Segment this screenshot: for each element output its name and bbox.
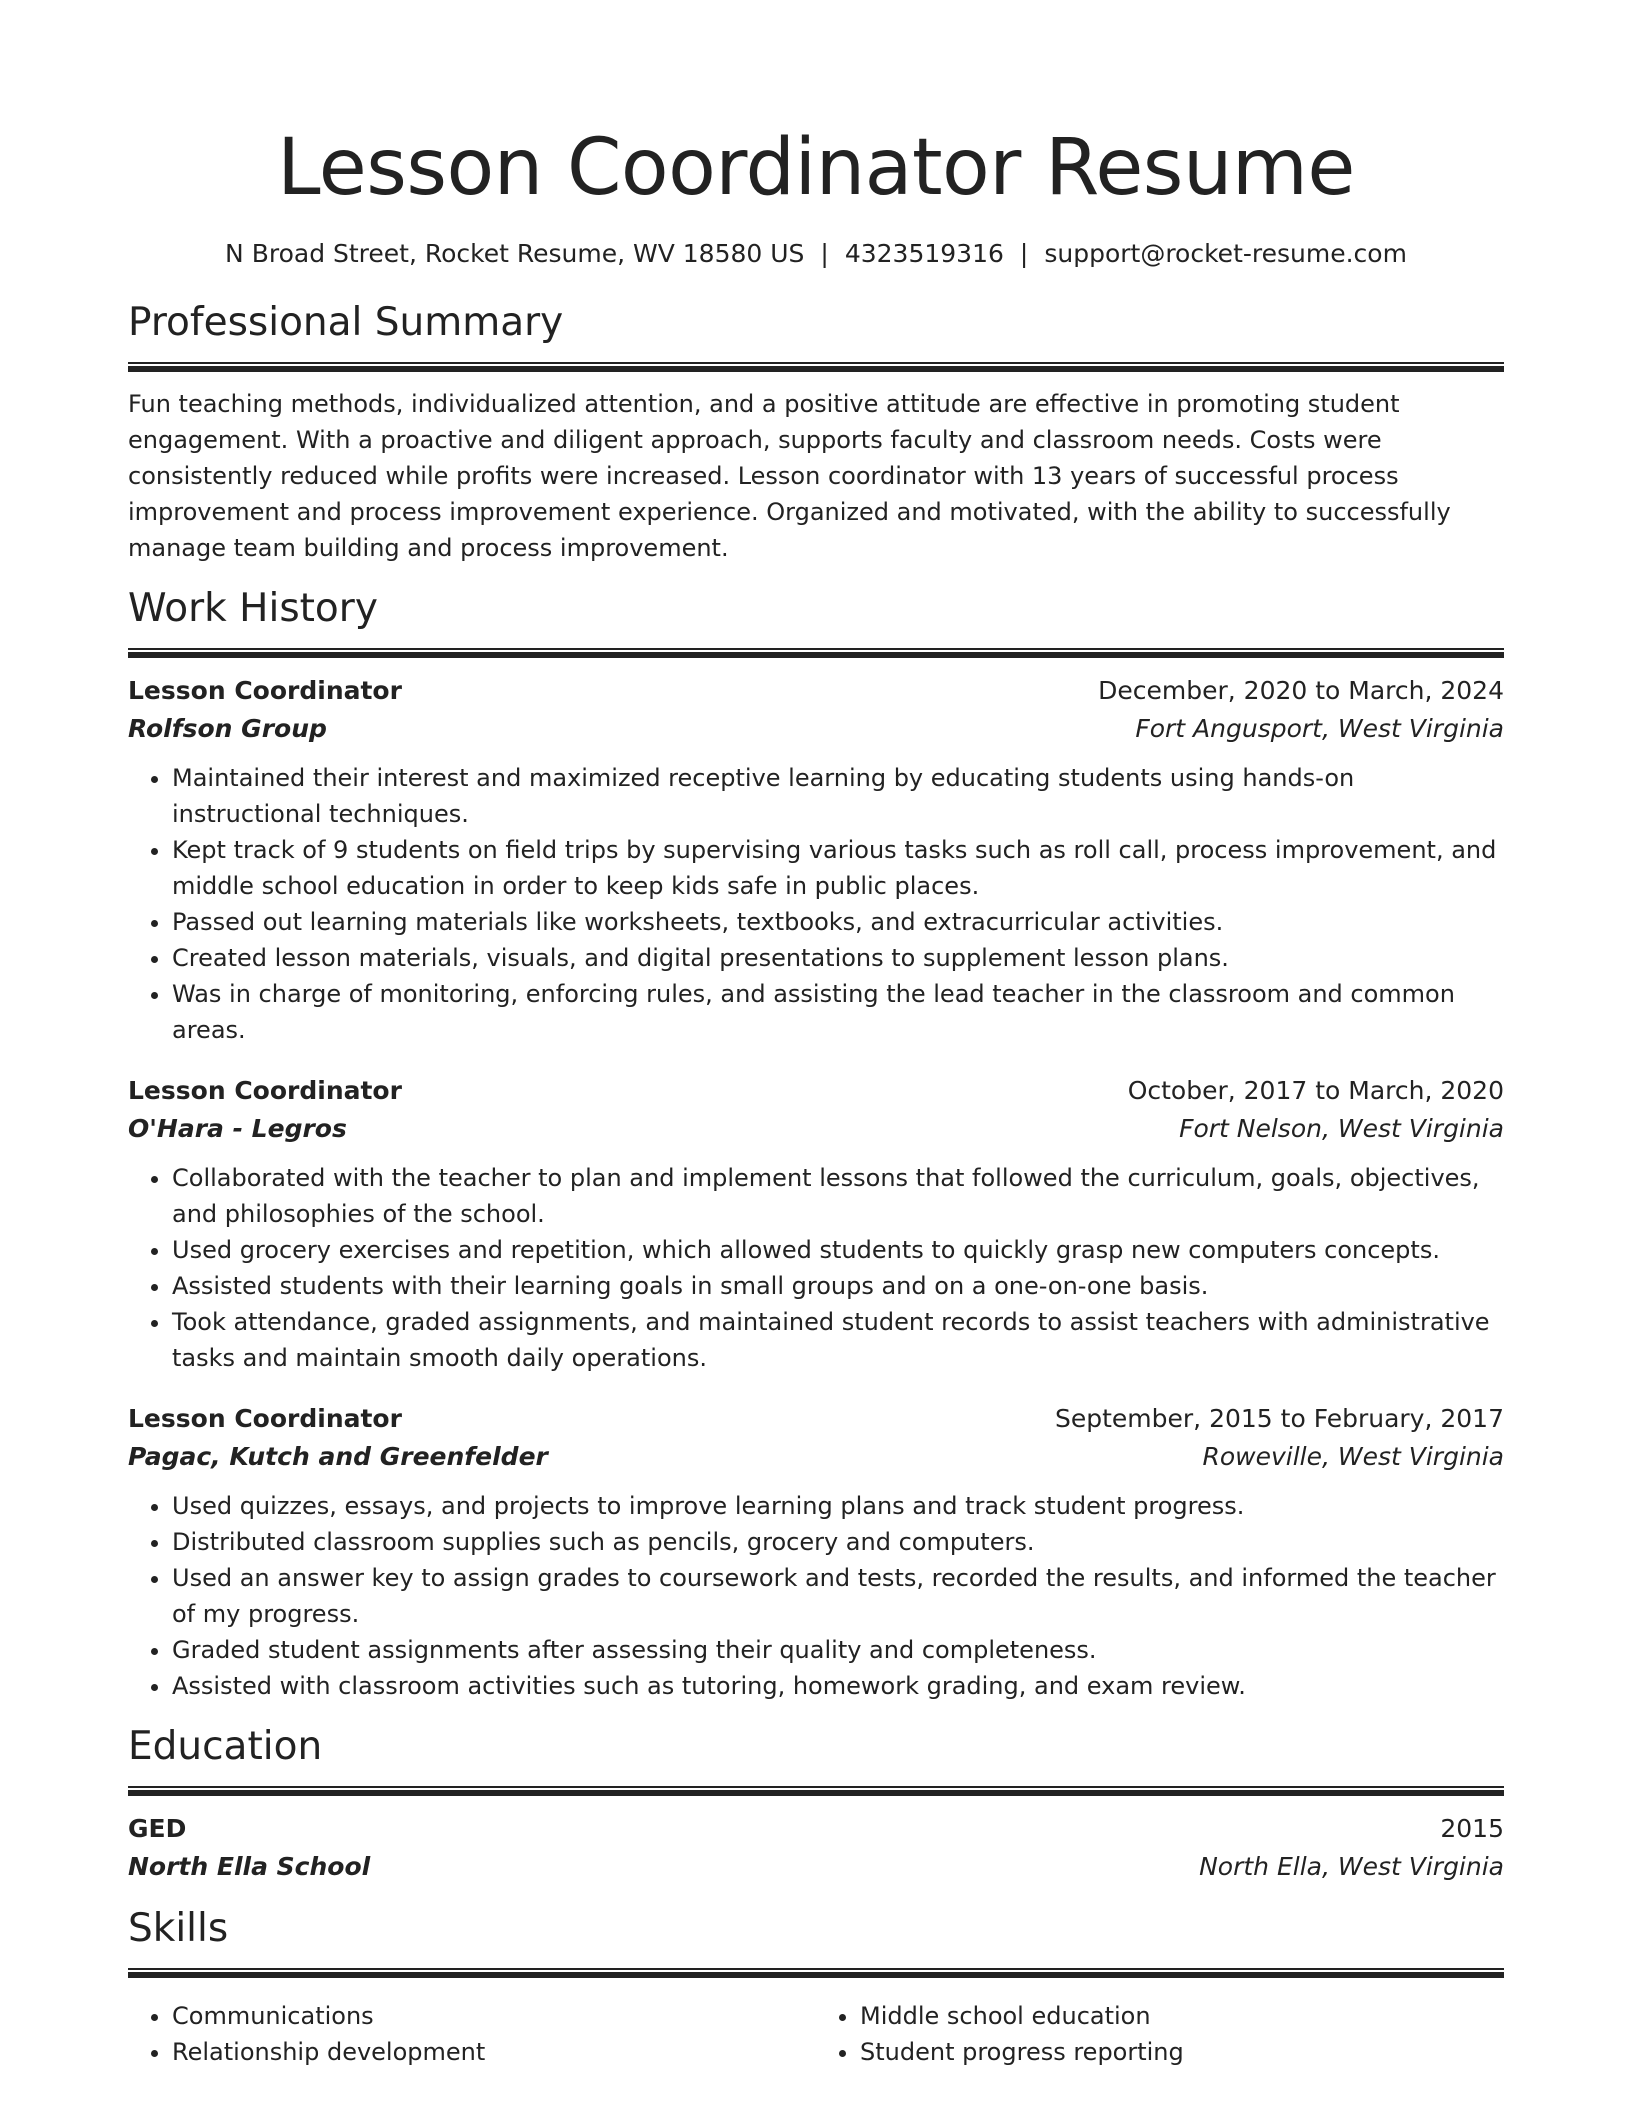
job-company-row: [128, 710, 1504, 748]
job-bullet: • Maintained their interest and maximized receptive learning by educating students using hands-on instructional techniques.: [172, 760, 1504, 832]
education-header-row: [128, 1810, 1504, 1848]
job-bullets: [128, 1488, 1504, 1704]
job-dates: December, 2020 to March, 2024: [1098, 676, 1504, 705]
job-company-row: [128, 1438, 1504, 1476]
job-bullets: [128, 760, 1504, 1048]
section-divider: [128, 1786, 1504, 1796]
education-school-row: [128, 1848, 1504, 1886]
skill-item: • Relationship development: [172, 2034, 816, 2070]
summary-section: [128, 298, 1504, 566]
job-header-row: [128, 1400, 1504, 1438]
skills-grid: [128, 1992, 1504, 2070]
job-bullet: • Collaborated with the teacher to plan and implement lessons that followed the curriculum, goals, objectives, and philosophies of the school.: [172, 1160, 1504, 1232]
job-bullet: • Was in charge of monitoring, enforcing rules, and assisting the lead teacher in the classroom and common areas.: [172, 976, 1504, 1048]
job-bullet: • Assisted with classroom activities such as tutoring, homework grading, and exam review.: [172, 1668, 1504, 1704]
work-history-heading: Work History: [128, 586, 378, 631]
job-company: Pagac, Kutch and Greenfelder: [128, 1442, 548, 1471]
skill-item: • Student progress reporting: [860, 2034, 1504, 2070]
education-section: [128, 1722, 1504, 1886]
skill-item: • Communications: [172, 1998, 816, 2034]
job-bullets: [128, 1160, 1504, 1376]
skills-column-right: [816, 1998, 1504, 2070]
education-heading: Education: [128, 1724, 323, 1769]
job-entry: [128, 672, 1504, 1048]
job-title: Lesson Coordinator: [128, 1404, 402, 1433]
education-degree: GED: [128, 1814, 187, 1843]
education-school: North Ella School: [128, 1852, 371, 1881]
job-bullet: • Used an answer key to assign grades to coursework and tests, recorded the results, and informed the teacher of my progress.: [172, 1560, 1504, 1632]
job-entry: [128, 1400, 1504, 1704]
skill-item: • Middle school education: [860, 1998, 1504, 2034]
job-title: Lesson Coordinator: [128, 1076, 402, 1105]
section-divider: [128, 362, 1504, 372]
contact-phone: 4323519316: [844, 239, 1004, 268]
job-bullet: • Distributed classroom supplies such as pencils, grocery and computers.: [172, 1524, 1504, 1560]
job-header-row: [128, 1072, 1504, 1110]
education-location: North Ella, West Virginia: [1199, 1852, 1504, 1881]
job-location: Fort Nelson, West Virginia: [1179, 1114, 1504, 1143]
work-history-section: [128, 584, 1504, 1704]
job-bullet: • Graded student assignments after assessing their quality and completeness.: [172, 1632, 1504, 1668]
summary-text: Fun teaching methods, individualized attention, and a positive attitude are effective in promoting student engagement. With a proactive and diligent approach, supports faculty and classroom needs. Costs were consistently reduced while profits were increased. Lesson coordinator with 13 years of successful process improvement and process improvement experience. Organized and motivated, with the ability to successfully manage team building and process improvement.: [128, 390, 1451, 562]
contact-separator: |: [1019, 239, 1029, 268]
contact-email: support@rocket-resume.com: [1044, 239, 1407, 268]
contact-separator: |: [820, 239, 829, 268]
section-divider: [128, 648, 1504, 658]
job-bullet: • Took attendance, graded assignments, and maintained student records to assist teachers with administrative tasks and maintain smooth daily operations.: [172, 1304, 1504, 1376]
skills-column-left: [128, 1998, 816, 2070]
job-company: O'Hara - Legros: [128, 1114, 347, 1143]
job-bullet: • Used grocery exercises and repetition, which allowed students to quickly grasp new computers concepts.: [172, 1232, 1504, 1268]
contact-address: N Broad Street, Rocket Resume, WV 18580 US: [225, 239, 805, 268]
summary-heading: Professional Summary: [128, 300, 564, 345]
job-company-row: [128, 1110, 1504, 1148]
job-location: Roweville, West Virginia: [1202, 1442, 1504, 1471]
job-bullet: • Used quizzes, essays, and projects to improve learning plans and track student progress.: [172, 1488, 1504, 1524]
contact-line: [128, 236, 1504, 272]
job-title: Lesson Coordinator: [128, 676, 402, 705]
skills-heading: Skills: [128, 1906, 229, 1951]
job-dates: September, 2015 to February, 2017: [1055, 1404, 1504, 1433]
job-entry: [128, 1072, 1504, 1376]
skills-section: [128, 1904, 1504, 2070]
job-header-row: [128, 672, 1504, 710]
job-location: Fort Angusport, West Virginia: [1135, 714, 1504, 743]
job-bullet: • Assisted students with their learning goals in small groups and on a one-on-one basis.: [172, 1268, 1504, 1304]
job-bullet: • Passed out learning materials like worksheets, textbooks, and extracurricular activities.: [172, 904, 1504, 940]
job-company: Rolfson Group: [128, 714, 327, 743]
job-dates: October, 2017 to March, 2020: [1127, 1076, 1504, 1105]
job-bullet: • Created lesson materials, visuals, and digital presentations to supplement lesson plans.: [172, 940, 1504, 976]
resume-title: Lesson Coordinator Resume: [277, 123, 1355, 213]
section-divider: [128, 1968, 1504, 1978]
job-bullet: • Kept track of 9 students on field trips by supervising various tasks such as roll call, process improvement, and middle school education in order to keep kids safe in public places.: [172, 832, 1504, 904]
education-year: 2015: [1440, 1814, 1504, 1843]
